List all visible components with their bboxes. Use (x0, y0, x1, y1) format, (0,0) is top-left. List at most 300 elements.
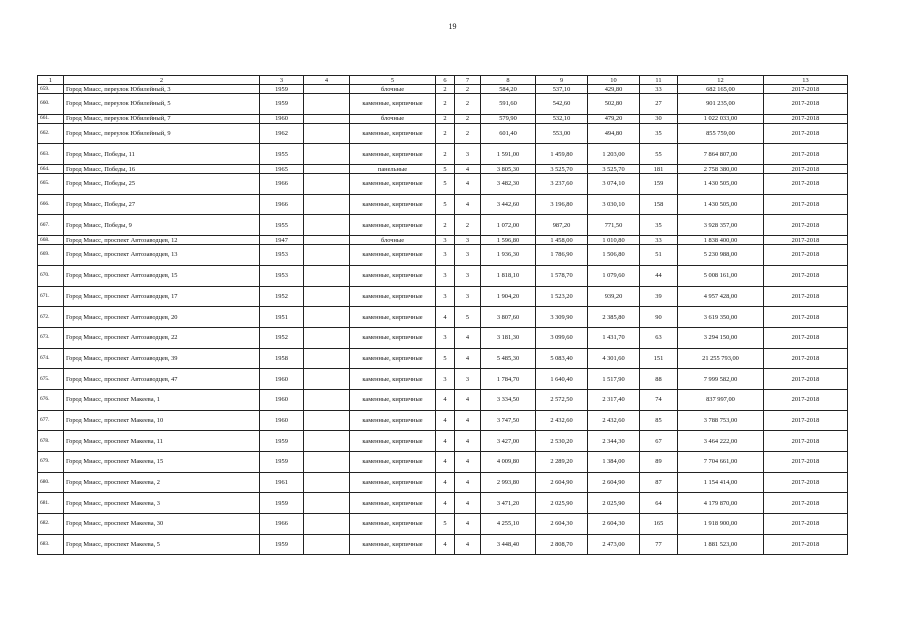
residents-cell: 165 (640, 514, 678, 535)
row-number: 679. (38, 452, 64, 473)
residents-cell: 55 (640, 144, 678, 165)
living-area-cell: 2 604,30 (536, 514, 588, 535)
cost-cell: 1 881 523,00 (678, 534, 764, 555)
entrances-cell: 3 (455, 369, 481, 390)
year-built-cell: 1955 (260, 144, 304, 165)
floors-cell: 5 (436, 348, 455, 369)
wall-material-cell: каменные, кирпичные (350, 452, 436, 473)
row-number: 661. (38, 114, 64, 123)
wall-material-cell: блочные (350, 236, 436, 245)
address-cell: Город Миасс, Победы, 25 (64, 174, 260, 195)
entrances-cell: 2 (455, 215, 481, 236)
address-cell: Город Миасс, проспект Автозаводцев, 39 (64, 348, 260, 369)
table-row (38, 348, 848, 369)
residents-cell: 35 (640, 123, 678, 144)
table-row (38, 165, 848, 174)
table-row (38, 144, 848, 165)
year-built-cell: 1960 (260, 389, 304, 410)
table-row (38, 123, 848, 144)
living-area-cell: 553,00 (536, 123, 588, 144)
year-built-cell: 1959 (260, 493, 304, 514)
living-area-cell: 1 458,00 (536, 236, 588, 245)
wall-material-cell: каменные, кирпичные (350, 194, 436, 215)
row-number: 662. (38, 123, 64, 144)
living-area-cell: 2 808,70 (536, 534, 588, 555)
period-cell: 2017-2018 (764, 114, 848, 123)
period-cell: 2017-2018 (764, 286, 848, 307)
row-number: 660. (38, 94, 64, 115)
row-number: 659. (38, 85, 64, 94)
column-header: 8 (481, 76, 536, 85)
residents-cell: 63 (640, 327, 678, 348)
period-cell: 2017-2018 (764, 94, 848, 115)
living-area-cell: 2 432,60 (536, 410, 588, 431)
table-row (38, 286, 848, 307)
address-cell: Город Миасс, проспект Макеева, 11 (64, 431, 260, 452)
period-cell: 2017-2018 (764, 307, 848, 328)
residential-area-cell: 502,80 (588, 94, 640, 115)
cost-cell: 5 008 161,00 (678, 265, 764, 286)
living-area-cell: 1 459,80 (536, 144, 588, 165)
residential-area-cell: 1 010,80 (588, 236, 640, 245)
year-built-cell: 1959 (260, 452, 304, 473)
wall-material-cell: панельные (350, 165, 436, 174)
year-built-cell: 1966 (260, 194, 304, 215)
entrances-cell: 4 (455, 389, 481, 410)
period-cell: 2017-2018 (764, 85, 848, 94)
cost-cell: 3 619 350,00 (678, 307, 764, 328)
year-built-cell: 1965 (260, 165, 304, 174)
year-built-cell: 1953 (260, 245, 304, 266)
year-renovated-cell (304, 410, 350, 431)
residents-cell: 27 (640, 94, 678, 115)
floors-cell: 2 (436, 144, 455, 165)
address-cell: Город Миасс, Победы, 27 (64, 194, 260, 215)
residents-cell: 74 (640, 389, 678, 410)
residential-area-cell: 494,80 (588, 123, 640, 144)
year-renovated-cell (304, 144, 350, 165)
residents-cell: 158 (640, 194, 678, 215)
living-area-cell: 2 572,50 (536, 389, 588, 410)
year-renovated-cell (304, 534, 350, 555)
cost-cell: 1 022 033,00 (678, 114, 764, 123)
cost-cell: 1 838 400,00 (678, 236, 764, 245)
address-cell: Город Миасс, Победы, 11 (64, 144, 260, 165)
floors-cell: 3 (436, 236, 455, 245)
residents-cell: 33 (640, 85, 678, 94)
floors-cell: 3 (436, 286, 455, 307)
floors-cell: 4 (436, 307, 455, 328)
year-built-cell: 1952 (260, 286, 304, 307)
cost-cell: 3 788 753,00 (678, 410, 764, 431)
wall-material-cell: каменные, кирпичные (350, 94, 436, 115)
year-renovated-cell (304, 123, 350, 144)
floors-cell: 3 (436, 327, 455, 348)
residents-cell: 77 (640, 534, 678, 555)
residents-cell: 33 (640, 236, 678, 245)
table-row (38, 514, 848, 535)
row-number: 673. (38, 327, 64, 348)
entrances-cell: 4 (455, 514, 481, 535)
residential-area-cell: 2 344,30 (588, 431, 640, 452)
floors-cell: 5 (436, 514, 455, 535)
total-area-cell: 3 181,30 (481, 327, 536, 348)
year-built-cell: 1955 (260, 215, 304, 236)
floors-cell: 3 (436, 369, 455, 390)
address-cell: Город Миасс, проспект Макеева, 5 (64, 534, 260, 555)
total-area-cell: 1 591,00 (481, 144, 536, 165)
entrances-cell: 4 (455, 472, 481, 493)
row-number: 663. (38, 144, 64, 165)
residential-area-cell: 2 604,90 (588, 472, 640, 493)
living-area-cell: 5 083,40 (536, 348, 588, 369)
total-area-cell: 3 807,60 (481, 307, 536, 328)
residential-area-cell: 771,50 (588, 215, 640, 236)
residents-cell: 64 (640, 493, 678, 514)
wall-material-cell: каменные, кирпичные (350, 534, 436, 555)
column-header: 7 (455, 76, 481, 85)
row-number: 675. (38, 369, 64, 390)
period-cell: 2017-2018 (764, 534, 848, 555)
residential-area-cell: 429,80 (588, 85, 640, 94)
cost-cell: 901 235,00 (678, 94, 764, 115)
column-header: 9 (536, 76, 588, 85)
column-header: 3 (260, 76, 304, 85)
address-cell: Город Миасс, проспект Автозаводцев, 15 (64, 265, 260, 286)
year-built-cell: 1966 (260, 514, 304, 535)
floors-cell: 2 (436, 94, 455, 115)
entrances-cell: 4 (455, 174, 481, 195)
cost-cell: 7 704 661,00 (678, 452, 764, 473)
cost-cell: 837 997,00 (678, 389, 764, 410)
entrances-cell: 3 (455, 245, 481, 266)
table-row (38, 389, 848, 410)
year-built-cell: 1962 (260, 123, 304, 144)
address-cell: Город Миасс, проспект Макеева, 30 (64, 514, 260, 535)
floors-cell: 3 (436, 265, 455, 286)
living-area-cell: 3 525,70 (536, 165, 588, 174)
entrances-cell: 3 (455, 265, 481, 286)
floors-cell: 5 (436, 174, 455, 195)
period-cell: 2017-2018 (764, 514, 848, 535)
address-cell: Город Миасс, проспект Макеева, 10 (64, 410, 260, 431)
living-area-cell: 1 523,20 (536, 286, 588, 307)
year-built-cell: 1959 (260, 85, 304, 94)
table-row (38, 265, 848, 286)
address-cell: Город Миасс, проспект Автозаводцев, 12 (64, 236, 260, 245)
wall-material-cell: блочные (350, 85, 436, 94)
floors-cell: 5 (436, 165, 455, 174)
total-area-cell: 3 334,50 (481, 389, 536, 410)
total-area-cell: 3 442,60 (481, 194, 536, 215)
residential-area-cell: 2 025,90 (588, 493, 640, 514)
year-built-cell: 1953 (260, 265, 304, 286)
table-row (38, 236, 848, 245)
row-number: 676. (38, 389, 64, 410)
total-area-cell: 591,60 (481, 94, 536, 115)
year-renovated-cell (304, 307, 350, 328)
year-renovated-cell (304, 265, 350, 286)
address-cell: Город Миасс, проспект Автозаводцев, 22 (64, 327, 260, 348)
period-cell: 2017-2018 (764, 493, 848, 514)
row-number: 664. (38, 165, 64, 174)
row-number: 683. (38, 534, 64, 555)
residents-cell: 181 (640, 165, 678, 174)
floors-cell: 4 (436, 472, 455, 493)
year-built-cell: 1960 (260, 410, 304, 431)
address-cell: Город Миасс, проспект Автозаводцев, 20 (64, 307, 260, 328)
total-area-cell: 4 255,10 (481, 514, 536, 535)
table-row (38, 327, 848, 348)
year-renovated-cell (304, 245, 350, 266)
residential-area-cell: 3 030,10 (588, 194, 640, 215)
floors-cell: 2 (436, 123, 455, 144)
total-area-cell: 1 818,10 (481, 265, 536, 286)
residential-area-cell: 939,20 (588, 286, 640, 307)
total-area-cell: 4 009,80 (481, 452, 536, 473)
residential-area-cell: 1 079,60 (588, 265, 640, 286)
residents-cell: 85 (640, 410, 678, 431)
entrances-cell: 2 (455, 123, 481, 144)
wall-material-cell: каменные, кирпичные (350, 327, 436, 348)
residential-area-cell: 1 203,00 (588, 144, 640, 165)
period-cell: 2017-2018 (764, 452, 848, 473)
entrances-cell: 4 (455, 194, 481, 215)
total-area-cell: 3 747,50 (481, 410, 536, 431)
living-area-cell: 1 786,90 (536, 245, 588, 266)
residents-cell: 159 (640, 174, 678, 195)
floors-cell: 4 (436, 534, 455, 555)
total-area-cell: 1 936,30 (481, 245, 536, 266)
residents-cell: 87 (640, 472, 678, 493)
total-area-cell: 3 805,30 (481, 165, 536, 174)
address-cell: Город Миасс, Победы, 9 (64, 215, 260, 236)
year-renovated-cell (304, 174, 350, 195)
total-area-cell: 3 471,20 (481, 493, 536, 514)
entrances-cell: 4 (455, 165, 481, 174)
year-built-cell: 1959 (260, 534, 304, 555)
period-cell: 2017-2018 (764, 165, 848, 174)
period-cell: 2017-2018 (764, 410, 848, 431)
period-cell: 2017-2018 (764, 194, 848, 215)
residential-area-cell: 1 384,00 (588, 452, 640, 473)
residential-area-cell: 2 385,80 (588, 307, 640, 328)
row-number: 672. (38, 307, 64, 328)
year-built-cell: 1958 (260, 348, 304, 369)
column-header: 11 (640, 76, 678, 85)
residential-area-cell: 3 525,70 (588, 165, 640, 174)
period-cell: 2017-2018 (764, 174, 848, 195)
living-area-cell: 2 025,90 (536, 493, 588, 514)
total-area-cell: 1 072,00 (481, 215, 536, 236)
table-row (38, 493, 848, 514)
year-renovated-cell (304, 327, 350, 348)
column-header: 1 (38, 76, 64, 85)
entrances-cell: 2 (455, 114, 481, 123)
residents-cell: 39 (640, 286, 678, 307)
address-cell: Город Миасс, проспект Автозаводцев, 17 (64, 286, 260, 307)
year-renovated-cell (304, 236, 350, 245)
row-number: 674. (38, 348, 64, 369)
wall-material-cell: каменные, кирпичные (350, 144, 436, 165)
total-area-cell: 3 482,30 (481, 174, 536, 195)
table-row (38, 431, 848, 452)
address-cell: Город Миасс, проспект Макеева, 2 (64, 472, 260, 493)
wall-material-cell: каменные, кирпичные (350, 369, 436, 390)
table-row (38, 307, 848, 328)
total-area-cell: 3 448,40 (481, 534, 536, 555)
residential-area-cell: 2 604,30 (588, 514, 640, 535)
page-number: 19 (448, 22, 457, 31)
table-row (38, 194, 848, 215)
cost-cell: 4 957 428,00 (678, 286, 764, 307)
row-number: 678. (38, 431, 64, 452)
cost-cell: 7 864 807,00 (678, 144, 764, 165)
cost-cell: 3 294 150,00 (678, 327, 764, 348)
cost-cell: 3 464 222,00 (678, 431, 764, 452)
entrances-cell: 4 (455, 327, 481, 348)
cost-cell: 3 928 357,00 (678, 215, 764, 236)
entrances-cell: 4 (455, 410, 481, 431)
period-cell: 2017-2018 (764, 472, 848, 493)
wall-material-cell: каменные, кирпичные (350, 389, 436, 410)
year-built-cell: 1959 (260, 94, 304, 115)
entrances-cell: 4 (455, 493, 481, 514)
entrances-cell: 4 (455, 452, 481, 473)
year-built-cell: 1960 (260, 369, 304, 390)
column-header: 2 (64, 76, 260, 85)
floors-cell: 4 (436, 493, 455, 514)
wall-material-cell: каменные, кирпичные (350, 493, 436, 514)
wall-material-cell: каменные, кирпичные (350, 472, 436, 493)
cost-cell: 855 759,00 (678, 123, 764, 144)
year-renovated-cell (304, 472, 350, 493)
year-renovated-cell (304, 431, 350, 452)
row-number: 680. (38, 472, 64, 493)
year-renovated-cell (304, 389, 350, 410)
floors-cell: 5 (436, 194, 455, 215)
living-area-cell: 987,20 (536, 215, 588, 236)
residential-area-cell: 479,20 (588, 114, 640, 123)
cost-cell: 1 430 505,00 (678, 194, 764, 215)
wall-material-cell: каменные, кирпичные (350, 431, 436, 452)
year-renovated-cell (304, 514, 350, 535)
entrances-cell: 2 (455, 94, 481, 115)
floors-cell: 3 (436, 245, 455, 266)
table-row (38, 369, 848, 390)
total-area-cell: 3 427,00 (481, 431, 536, 452)
column-header: 10 (588, 76, 640, 85)
wall-material-cell: каменные, кирпичные (350, 348, 436, 369)
table-row (38, 174, 848, 195)
housing-table (37, 75, 848, 555)
row-number: 671. (38, 286, 64, 307)
entrances-cell: 5 (455, 307, 481, 328)
residential-area-cell: 1 517,90 (588, 369, 640, 390)
residential-area-cell: 3 074,10 (588, 174, 640, 195)
wall-material-cell: каменные, кирпичные (350, 307, 436, 328)
period-cell: 2017-2018 (764, 431, 848, 452)
floors-cell: 2 (436, 215, 455, 236)
table-row (38, 114, 848, 123)
table-row (38, 85, 848, 94)
column-header: 5 (350, 76, 436, 85)
table-row (38, 534, 848, 555)
year-renovated-cell (304, 114, 350, 123)
table-row (38, 94, 848, 115)
year-renovated-cell (304, 194, 350, 215)
period-cell: 2017-2018 (764, 236, 848, 245)
cost-cell: 1 918 900,00 (678, 514, 764, 535)
year-renovated-cell (304, 94, 350, 115)
entrances-cell: 2 (455, 85, 481, 94)
period-cell: 2017-2018 (764, 348, 848, 369)
year-renovated-cell (304, 369, 350, 390)
residential-area-cell: 2 473,00 (588, 534, 640, 555)
residents-cell: 44 (640, 265, 678, 286)
residents-cell: 90 (640, 307, 678, 328)
total-area-cell: 5 485,30 (481, 348, 536, 369)
period-cell: 2017-2018 (764, 144, 848, 165)
cost-cell: 4 179 870,00 (678, 493, 764, 514)
living-area-cell: 2 289,20 (536, 452, 588, 473)
header-row (38, 76, 848, 85)
address-cell: Город Миасс, переулок Юбилейный, 3 (64, 85, 260, 94)
floors-cell: 2 (436, 114, 455, 123)
cost-cell: 2 758 380,00 (678, 165, 764, 174)
residential-area-cell: 1 506,80 (588, 245, 640, 266)
column-header: 4 (304, 76, 350, 85)
year-built-cell: 1947 (260, 236, 304, 245)
entrances-cell: 4 (455, 431, 481, 452)
floors-cell: 4 (436, 410, 455, 431)
residents-cell: 67 (640, 431, 678, 452)
row-number: 669. (38, 245, 64, 266)
living-area-cell: 3 099,60 (536, 327, 588, 348)
wall-material-cell: каменные, кирпичные (350, 123, 436, 144)
entrances-cell: 3 (455, 144, 481, 165)
residents-cell: 35 (640, 215, 678, 236)
year-renovated-cell (304, 452, 350, 473)
table-row (38, 452, 848, 473)
total-area-cell: 1 596,80 (481, 236, 536, 245)
row-number: 667. (38, 215, 64, 236)
year-renovated-cell (304, 165, 350, 174)
entrances-cell: 3 (455, 286, 481, 307)
year-built-cell: 1961 (260, 472, 304, 493)
total-area-cell: 2 993,80 (481, 472, 536, 493)
wall-material-cell: блочные (350, 114, 436, 123)
period-cell: 2017-2018 (764, 389, 848, 410)
floors-cell: 2 (436, 85, 455, 94)
floors-cell: 4 (436, 389, 455, 410)
wall-material-cell: каменные, кирпичные (350, 245, 436, 266)
period-cell: 2017-2018 (764, 327, 848, 348)
living-area-cell: 542,60 (536, 94, 588, 115)
wall-material-cell: каменные, кирпичные (350, 514, 436, 535)
table-row (38, 245, 848, 266)
address-cell: Город Миасс, проспект Автозаводцев, 47 (64, 369, 260, 390)
total-area-cell: 1 904,20 (481, 286, 536, 307)
period-cell: 2017-2018 (764, 245, 848, 266)
row-number: 682. (38, 514, 64, 535)
floors-cell: 4 (436, 452, 455, 473)
residential-area-cell: 1 431,70 (588, 327, 640, 348)
year-renovated-cell (304, 348, 350, 369)
period-cell: 2017-2018 (764, 215, 848, 236)
living-area-cell: 1 640,40 (536, 369, 588, 390)
period-cell: 2017-2018 (764, 123, 848, 144)
